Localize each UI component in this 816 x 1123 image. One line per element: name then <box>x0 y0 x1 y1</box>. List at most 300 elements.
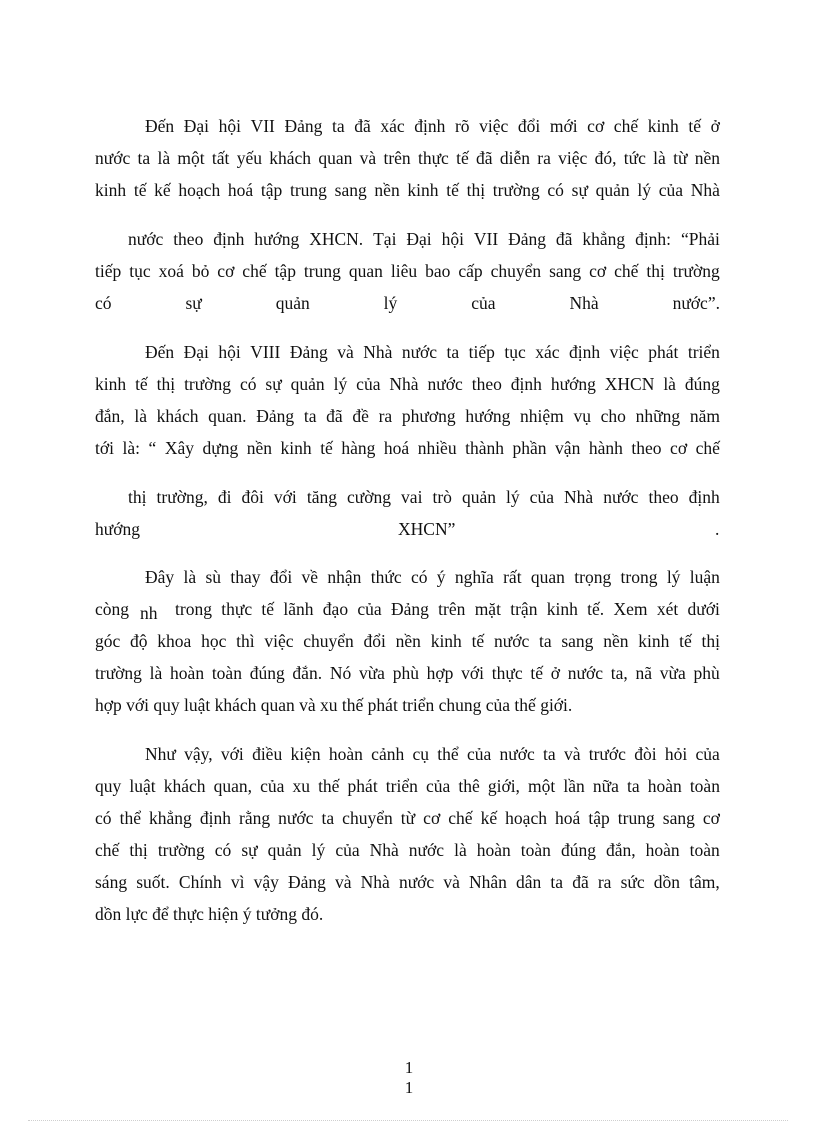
word: khách <box>156 406 199 426</box>
word: cơ <box>670 438 688 458</box>
word: đổi <box>517 116 541 136</box>
word: nước <box>603 487 639 507</box>
word: định: <box>635 229 672 249</box>
word: mới <box>549 116 578 136</box>
word: vậy, <box>184 744 213 764</box>
word: ta <box>331 116 345 136</box>
word: hội <box>218 116 241 136</box>
word: Đảng <box>284 116 323 136</box>
word: theo <box>471 374 502 394</box>
word: trung <box>289 180 327 200</box>
word: trò <box>432 487 452 507</box>
word: hoàn <box>645 840 680 860</box>
word: về <box>301 567 319 587</box>
word: hội <box>441 229 464 249</box>
word: VIII <box>250 342 281 362</box>
word: chuyển <box>303 631 354 651</box>
word: toàn <box>211 663 242 683</box>
word: đã <box>326 406 343 426</box>
word: định <box>199 808 231 828</box>
word: Chính <box>178 872 222 892</box>
word: tăng <box>306 487 337 507</box>
p2-line-2 <box>95 373 720 395</box>
word: hoàn <box>647 776 682 796</box>
word: với <box>461 663 485 683</box>
word: ta <box>626 776 640 796</box>
word: lý <box>637 180 651 200</box>
word: đã <box>555 229 573 249</box>
p2-line-6-word-2: XHCN” <box>398 519 456 539</box>
word: thực <box>417 148 449 168</box>
p4-line-4 <box>95 839 720 861</box>
word: và <box>563 744 581 764</box>
word: Đảng <box>390 599 429 619</box>
word: chuyển <box>490 261 542 281</box>
word: XHCN. <box>309 229 364 249</box>
word: giới, <box>487 776 520 796</box>
word: cấp <box>458 261 483 281</box>
word: cơ <box>587 116 605 136</box>
word: Đây <box>145 567 175 587</box>
p4-line-6: dồn lực để thực hiện ý tưởng đó. <box>95 904 324 924</box>
p1-line-6 <box>95 292 720 314</box>
p3-line-2-rest <box>175 598 720 620</box>
p2-line-3 <box>95 405 720 427</box>
word: hoàn <box>170 663 205 683</box>
word: xoá <box>158 261 184 281</box>
word: kế <box>154 180 171 200</box>
word: cụ <box>412 744 430 764</box>
word: Đến <box>145 342 175 362</box>
word: đã <box>354 116 371 136</box>
word: trong <box>620 567 658 587</box>
word: nghĩa <box>454 567 494 587</box>
word: khách <box>269 148 312 168</box>
word: thành <box>465 438 504 458</box>
word: tâm, <box>689 872 720 892</box>
word: diễn <box>499 148 530 168</box>
word: Đại <box>183 342 209 362</box>
word: luận <box>689 567 720 587</box>
word: luật <box>129 776 156 796</box>
word: cường <box>347 487 392 507</box>
word: hoá <box>555 808 581 828</box>
word: nước”. <box>672 293 720 313</box>
word: trên <box>383 148 411 168</box>
word: nước <box>401 342 438 362</box>
word: chế <box>614 261 639 281</box>
p2-line-6-word-1: hướng <box>95 519 140 539</box>
word: sự <box>571 180 588 200</box>
word: khách <box>163 776 206 796</box>
word: và <box>443 872 460 892</box>
word: Nhà <box>690 180 720 200</box>
word: dồn <box>653 872 681 892</box>
word: quy <box>95 776 122 796</box>
word: nước <box>398 872 435 892</box>
word: thị <box>156 374 176 394</box>
word: của <box>695 744 720 764</box>
word: tế <box>446 180 459 200</box>
word: nền <box>603 631 629 651</box>
word: đạo <box>322 599 349 619</box>
word: đi <box>217 487 232 507</box>
word: từ <box>673 148 688 168</box>
word: Tại <box>373 229 397 249</box>
word: việc <box>264 631 294 651</box>
word: quản <box>461 487 496 507</box>
word: của <box>356 374 381 394</box>
word: yếu <box>236 148 262 168</box>
p4-line-2 <box>95 775 720 797</box>
word: tất <box>211 148 230 168</box>
word: tục <box>504 342 526 362</box>
p3-line-3 <box>95 630 720 652</box>
p3-line-2-word-b: nh <box>140 603 158 623</box>
word: vừa <box>358 663 385 683</box>
word: tế <box>679 631 692 651</box>
word: tế. <box>587 599 605 619</box>
p1-line-2 <box>95 147 720 169</box>
word: ta <box>446 342 460 362</box>
word: quan <box>318 148 353 168</box>
word: hướng <box>254 229 300 249</box>
word: cảnh <box>371 744 405 764</box>
word: nước <box>499 744 535 764</box>
word: sự <box>265 374 282 394</box>
word: ta <box>321 808 335 828</box>
word: và <box>335 872 352 892</box>
word: của <box>425 776 451 796</box>
word: nước <box>427 374 463 394</box>
word: sự <box>241 840 258 860</box>
word: tế <box>530 663 544 683</box>
p2-line-4 <box>95 437 720 459</box>
word: nước <box>567 663 604 683</box>
word: đôi <box>241 487 264 507</box>
word: đúng <box>249 663 285 683</box>
word: thể <box>119 808 141 828</box>
word: tập <box>588 808 610 828</box>
word: theo <box>631 438 662 458</box>
word: triển <box>687 342 720 362</box>
word: chế <box>448 808 473 828</box>
word: thực <box>221 599 253 619</box>
word: định <box>414 116 446 136</box>
page-number-top: 1 <box>404 1058 414 1077</box>
word: là <box>663 374 676 394</box>
word: kinh <box>638 631 670 651</box>
word: ra <box>537 148 551 168</box>
word: tức <box>623 148 646 168</box>
p3-line-4 <box>95 662 720 684</box>
word: sự <box>185 293 202 313</box>
word: Đến <box>145 116 175 136</box>
word: khẳng <box>149 808 192 828</box>
word: khẳng <box>582 229 626 249</box>
word: của <box>658 180 683 200</box>
word: trung <box>303 261 341 281</box>
word: tế <box>320 438 333 458</box>
word: nước <box>408 840 445 860</box>
word: vai <box>401 487 423 507</box>
word: lý <box>333 374 348 394</box>
word: học <box>201 631 227 651</box>
word: Nhà <box>564 487 594 507</box>
word: quản <box>290 374 325 394</box>
p2-line-6-word-3: . <box>715 519 720 539</box>
page-bottom-divider <box>28 1120 788 1121</box>
word: thế <box>318 776 340 796</box>
word: nước <box>278 808 314 828</box>
word: Nhà <box>363 342 393 362</box>
word: tế <box>261 599 275 619</box>
word: việc <box>558 148 588 168</box>
word: tiếp <box>95 261 122 281</box>
word: năm <box>689 406 720 426</box>
word: tập <box>260 180 283 200</box>
word: thị <box>701 631 720 651</box>
word: Đại <box>183 116 210 136</box>
word: hoạch <box>178 180 221 200</box>
word: toàn <box>520 840 551 860</box>
word: kinh <box>546 599 578 619</box>
word: Xây <box>164 438 194 458</box>
word: là <box>653 148 666 168</box>
word: nhận <box>327 567 362 587</box>
word: đắn. <box>292 663 323 683</box>
word: XHCN <box>604 374 655 394</box>
word: VII <box>473 229 499 249</box>
word: ra <box>378 406 393 426</box>
word: nền <box>246 438 273 458</box>
word: hợp <box>426 663 454 683</box>
word: dựng <box>202 438 239 458</box>
word: Nhà <box>569 293 599 313</box>
word: độ <box>130 631 148 651</box>
word: xác <box>535 342 560 362</box>
word: định <box>688 487 720 507</box>
word: bỏ <box>191 261 210 281</box>
word: phù <box>392 663 419 683</box>
word: tới <box>95 438 114 458</box>
word: trường <box>672 261 720 281</box>
word: xét <box>656 599 679 619</box>
word: bao <box>425 261 451 281</box>
word: của <box>471 293 496 313</box>
word: trận <box>510 599 538 619</box>
word: suốt. <box>136 872 170 892</box>
word: của <box>529 487 554 507</box>
word: sang <box>662 808 695 828</box>
word: VII <box>250 116 275 136</box>
word: điều <box>252 744 283 764</box>
word: lãnh <box>283 599 314 619</box>
word: tập <box>274 261 296 281</box>
word: sang <box>549 261 582 281</box>
word: ta <box>550 872 564 892</box>
word: cơ <box>702 808 720 828</box>
word: nhiệm <box>520 406 564 426</box>
word: là: <box>122 438 140 458</box>
word: toàn <box>689 840 720 860</box>
word: với <box>220 744 244 764</box>
word: “Phải <box>680 229 720 249</box>
word: có <box>410 567 428 587</box>
word: hoá <box>383 438 410 458</box>
word: vì <box>230 872 245 892</box>
word: ở <box>550 663 561 683</box>
word: hoá <box>227 180 254 200</box>
word: có <box>547 180 564 200</box>
word: theo <box>173 229 204 249</box>
word: sang <box>561 631 594 651</box>
word: dưới <box>687 599 720 619</box>
word: của <box>357 599 382 619</box>
word: Xem <box>613 599 648 619</box>
word: trường <box>492 180 540 200</box>
word: tế <box>688 116 702 136</box>
word: của <box>466 744 492 764</box>
word: kinh <box>280 438 312 458</box>
word: kinh <box>95 180 127 200</box>
word: đúng <box>560 840 596 860</box>
word: ta <box>538 631 552 651</box>
word: một <box>177 148 205 168</box>
word: mặt <box>474 599 501 619</box>
word: sù <box>205 567 222 587</box>
word: trường <box>184 374 231 394</box>
word: ta <box>137 148 151 168</box>
word: những <box>635 406 681 426</box>
word: trường, <box>156 487 208 507</box>
word: ta <box>543 744 556 764</box>
p2-line-5 <box>128 486 720 508</box>
word: nữa <box>592 776 619 796</box>
word: thay <box>230 567 261 587</box>
word: từ <box>400 808 416 828</box>
word: hướng <box>465 406 511 426</box>
word: Như <box>145 744 176 764</box>
word: tế <box>135 374 148 394</box>
word: hoàn <box>328 744 363 764</box>
word: đắn, <box>95 406 125 426</box>
word: là <box>183 567 197 587</box>
word: quản <box>595 180 630 200</box>
word: kế <box>480 808 498 828</box>
word: của <box>260 776 285 796</box>
word: góc <box>95 631 121 651</box>
page-number-bottom: 1 <box>404 1078 414 1097</box>
p3-line-1 <box>145 566 720 588</box>
word: nhiều <box>417 438 457 458</box>
p4-line-5 <box>95 871 720 893</box>
word: vụ <box>573 406 591 426</box>
word: Đảng <box>289 342 328 362</box>
word: quan. <box>208 406 247 426</box>
word: tế <box>471 631 485 651</box>
word: là <box>157 148 171 168</box>
word: có <box>239 374 257 394</box>
word: định <box>510 374 542 394</box>
word: quan <box>348 261 383 281</box>
word: kinh <box>95 374 127 394</box>
word: ở <box>710 116 720 136</box>
word: thị <box>466 180 486 200</box>
word: hoàn <box>476 840 511 860</box>
p3-line-2-word-a: còng <box>95 599 130 619</box>
word: “ <box>148 438 157 458</box>
word: cho <box>600 406 626 426</box>
word: vận <box>555 438 581 458</box>
word: hoạch <box>505 808 547 828</box>
word: rằng <box>239 808 271 828</box>
word: thị <box>129 840 148 860</box>
word: quản <box>275 293 310 313</box>
word: quan, <box>213 776 252 796</box>
word: hướng <box>550 374 596 394</box>
word: một <box>528 776 556 796</box>
word: phù <box>693 663 720 683</box>
word: cơ <box>217 261 235 281</box>
word: quản <box>267 840 302 860</box>
word: đề <box>352 406 369 426</box>
word: định <box>213 229 245 249</box>
word: là <box>134 406 147 426</box>
word: ra <box>597 872 612 892</box>
word: có <box>214 840 232 860</box>
word: là <box>454 840 467 860</box>
word: Nhà <box>369 840 399 860</box>
p1-line-3 <box>95 179 720 201</box>
word: chuyển <box>342 808 393 828</box>
word: đúng <box>684 374 720 394</box>
word: hội <box>218 342 241 362</box>
word: Nhà <box>389 374 419 394</box>
word: chế <box>695 438 720 458</box>
word: việc <box>609 342 639 362</box>
p3-line-5: hợp với quy luật khách quan và xu thế phát triển chung của thế giới. <box>95 695 573 715</box>
word: toàn <box>689 776 720 796</box>
word: sáng <box>95 872 128 892</box>
word: tiếp <box>468 342 495 362</box>
word: đổi <box>363 631 386 651</box>
word: kinh <box>647 116 679 136</box>
word: vậy <box>253 872 279 892</box>
word: đổi <box>269 567 293 587</box>
word: thị <box>646 261 665 281</box>
word: hỏi <box>664 744 688 764</box>
word: thị <box>128 487 147 507</box>
word: tục <box>129 261 151 281</box>
word: phát <box>648 342 679 362</box>
word: lý <box>383 293 398 313</box>
word: ta <box>303 406 317 426</box>
word: dân <box>516 872 542 892</box>
word: nã <box>635 663 653 683</box>
word: Đảng <box>287 872 326 892</box>
word: tế <box>456 148 469 168</box>
word: tế <box>133 180 147 200</box>
p4-line-3 <box>95 807 720 829</box>
word: triển <box>385 776 418 796</box>
word: thực <box>491 663 523 683</box>
word: rõ <box>454 116 470 136</box>
word: là <box>149 663 163 683</box>
word: xu <box>292 776 310 796</box>
word: liêu <box>390 261 418 281</box>
word: Đại <box>406 229 432 249</box>
